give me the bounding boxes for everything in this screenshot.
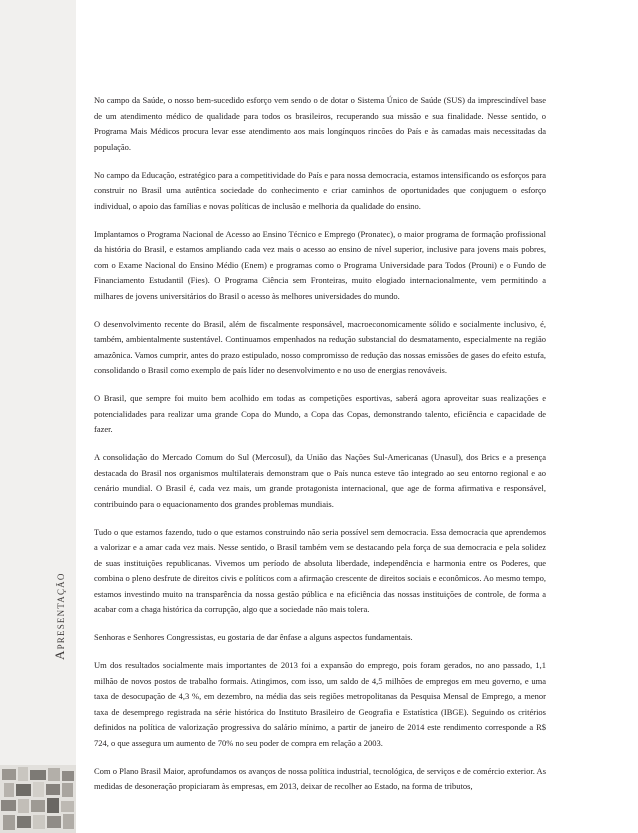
paragraph-emprego: Um dos resultados socialmente mais importantes de 2013 foi a expansão do emprego, pois foram gerados, no ano passado, 1,1 milhão de novos postos de trabalho formais. Atingimos, com isso, um saldo de 4,5 milhões de empregos em meu governo, e uma taxa de desocupação de 4,3 %, em dezembro, na média das seis regiões metropolitanas da Pesquisa Mensal de Emprego, a menor taxa de desemprego registrada na série histórica do Instituto Brasileiro de Geografia e Estatística (IBGE). Seguindo os critérios definidos na política de valorização progressiva do salário mínimo, a partir de janeiro de 2014 este rendimento corresponde a R$ 724, o que assegura um aumento de 70% no seu poder de compra em relação a 2003. [94, 660, 546, 748]
sidebar-strip [0, 0, 76, 833]
paragraph-democracia: Tudo o que estamos fazendo, tudo o que estamos construindo não seria possível sem democracia. Essa democracia que aprendemos a valorizar e a amar cada vez mais. Nesse sentido, o Brasil também vem se destacando pela força de sua democracia e pela solidez de suas instituições republicanas. Vivemos um período de absoluta liberdade, independência e harmonia entre os Poderes, que combina o pleno desfrute de direitos civis e políticos com a afirmação crescente de direitos sociais e econômicos. Ao mesmo tempo, estamos investindo muito na transparência da nossa gestão pública e na eficiência das nossas instituições de controle, de forma a acabar com a chaga histórica da corrupção, algo que a sociedade não mais tolera. [94, 526, 546, 614]
document-body [94, 93, 546, 807]
paragraph-educacao: No campo da Educação, estratégico para a competitividade do País e para nossa democracia, estamos intensificando os esforços para construir no Brasil uma autêntica sociedade do conhecimento e criar caminhos de oportunidades que conjuguem o esforço individual, o apoio das famílias e novas políticas de inclusão e melhoria da qualidade do ensino. [94, 169, 546, 211]
paragraph-mercosul: A consolidação do Mercado Comum do Sul (Mercosul), da União das Nações Sul-Americanas (Unasul), dos Brics e a presença destacada do Brasil nos organismos multilaterais demonstram que o País nunca esteve tão integrado ao seu entorno regional e ao cenário mundial. O Brasil é, cada vez mais, um grande protagonista internacional, que age de forma afirmativa e responsável, contribuindo para o equacionamento dos grandes problemas mundiais. [94, 452, 546, 509]
section-label: Apresentação [52, 572, 67, 660]
paragraph-desenvolvimento: O desenvolvimento recente do Brasil, além de fiscalmente responsável, macroeconomicamente sólido e socialmente inclusivo, é, também, ambientalmente sustentável. Continuamos empenhados na redução substancial do desmatamento, especialmente na região amazônica. Vamos cumprir, antes do prazo estipulado, nosso compromisso de redução das nossas emissões de gases do efeito estufa, consolidando o Brasil como exemplo de país líder no desenvolvimento e no uso de energias renováveis. [94, 318, 546, 375]
paragraph-saude: No campo da Saúde, o nosso bem-sucedido esforço vem sendo o de dotar o Sistema Único de Saúde (SUS) da imprescindível base de um atendimento médico de qualidade para todos os brasileiros, recuperando sua missão e sua finalidade. Nesse sentido, o Programa Mais Médicos procura levar esse atendimento aos mais longínquos rincões do País e às camadas mais necessitadas da população. [94, 95, 546, 152]
paragraph-pronatec: Implantamos o Programa Nacional de Acesso ao Ensino Técnico e Emprego (Pronatec), o maior programa de formação profissional da história do Brasil, e estamos ampliando cada vez mais o acesso ao ensino de nível superior, inclusive para jovens mais pobres, com o Exame Nacional do Ensino Médio (Enem) e programas como o Programa Universidade para Todos (Prouni) e o Fundo de Financiamento Estudantil (Fies). O Programa Ciência sem Fronteiras, muito elogiado internacionalmente, vem permitindo a milhares de jovens universitários do Brasil o acesso às melhores universidades do mundo. [94, 228, 546, 301]
mosaic-collage-icon [0, 765, 76, 833]
paragraph-congressistas: Senhoras e Senhores Congressistas, eu gostaria de dar ênfase a alguns aspectos fundamentais. [94, 632, 413, 642]
paragraph-plano-brasil-maior: Com o Plano Brasil Maior, aprofundamos os avanços de nossa política industrial, tecnológica, de serviços e de comércio exterior. As medidas de desoneração propiciaram às empresas, em 2013, deixar de recolher ao Estado, na forma de tributos, [94, 765, 546, 791]
paragraph-copa: O Brasil, que sempre foi muito bem acolhido em todas as competições esportivas, saberá agora aproveitar suas realizações e potencialidades para realizar uma grande Copa do Mundo, a Copa das Copas, demonstrando talento, eficiência e capacidade de fazer. [94, 393, 546, 434]
